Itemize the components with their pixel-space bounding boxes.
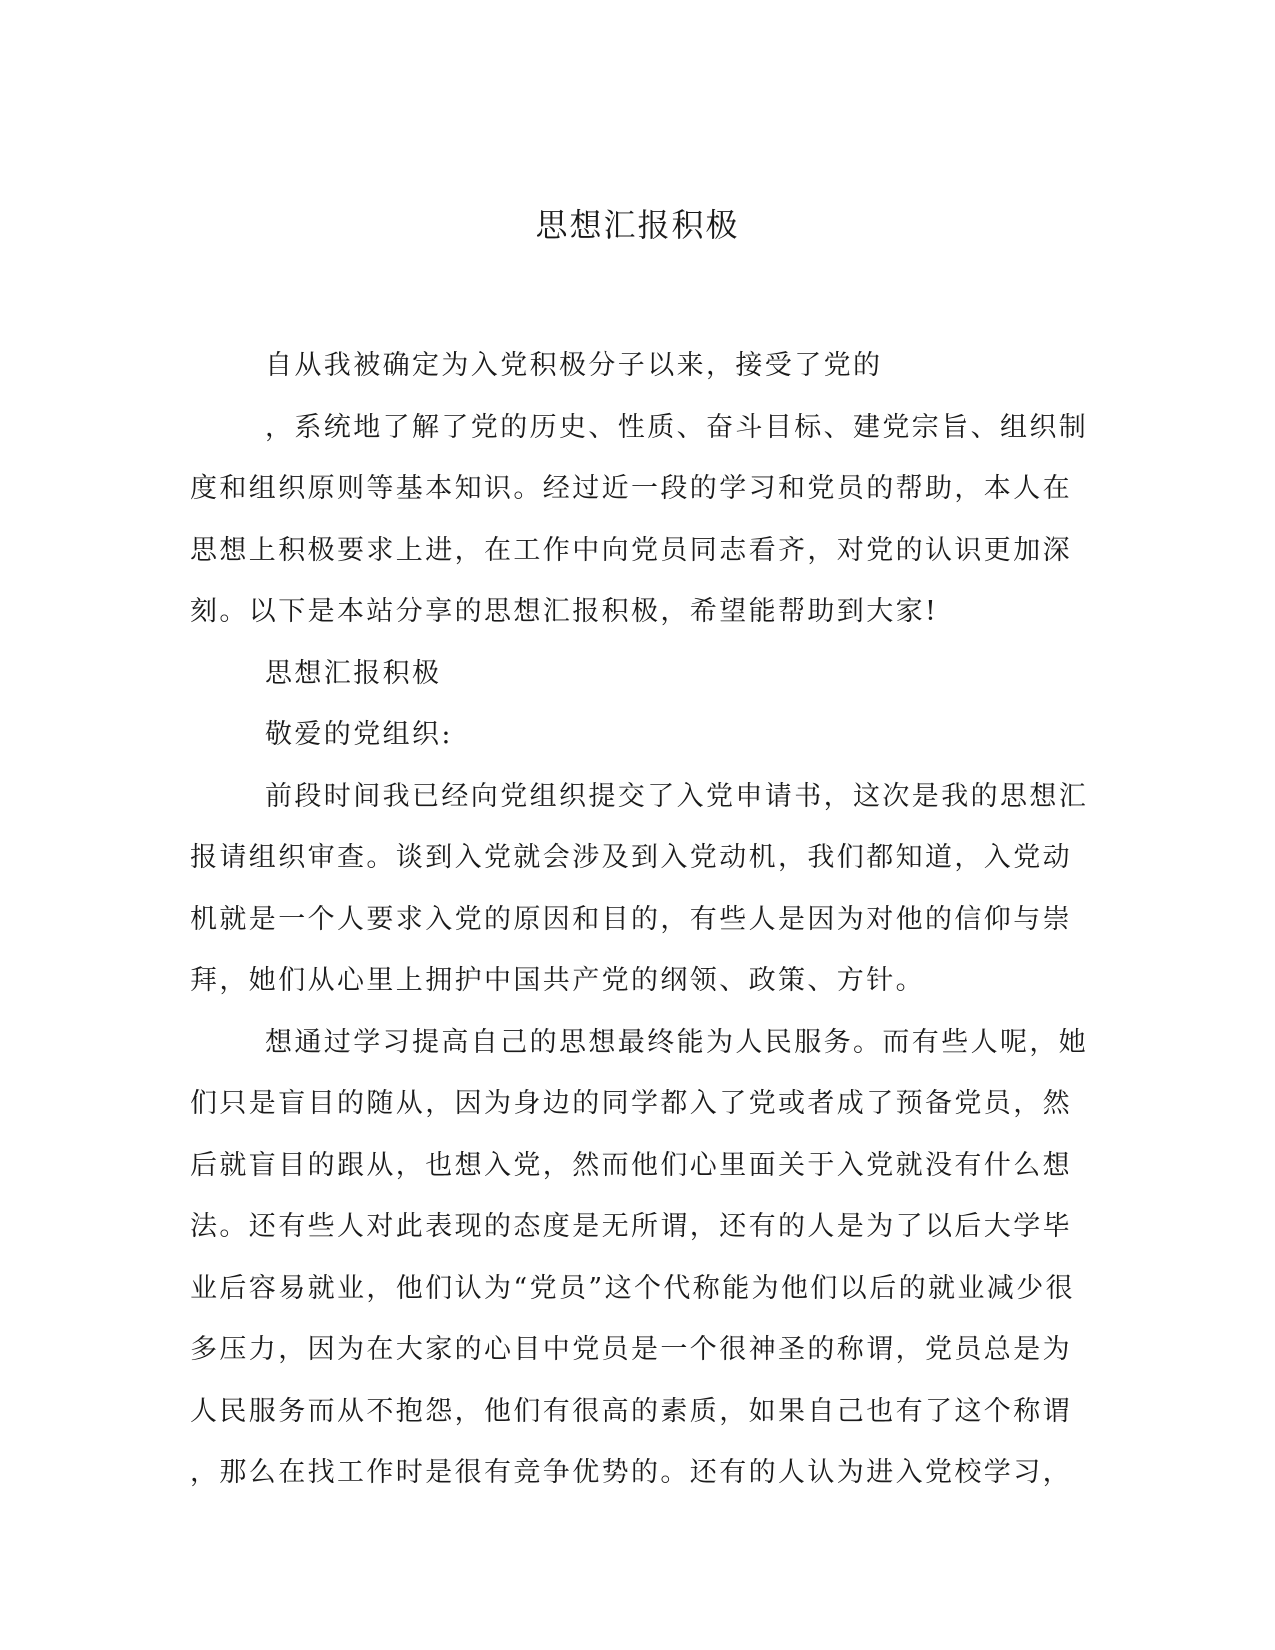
text-line: 自从我被确定为入党积极分子以来，接受了党的 <box>265 350 883 381</box>
paragraph-intro <box>190 335 1089 643</box>
text-line: ，系统地了解了党的历史、性质、奋斗目标、建党宗旨、组织制 <box>265 411 1089 443</box>
text-line: 拜，她们从心里上拥护中国共产党的纲领、政策、方针。 <box>190 965 925 996</box>
text-line: 后就盲目的跟从，也想入党，然而他们心里面关于入党就没有什么想 <box>190 1149 1072 1181</box>
document-title: 思想汇报积极 <box>535 206 740 244</box>
text-line: 多压力，因为在大家的心目中党员是一个很神圣的称谓，党员总是为 <box>190 1334 1072 1365</box>
text-line: 刻。以下是本站分享的思想汇报积极，希望能帮助到大家! <box>190 596 939 627</box>
text-line: 敬爱的党组织: <box>265 719 453 750</box>
text-line: ，那么在找工作时是很有竞争优势的。还有的人认为进入党校学习， <box>190 1457 1072 1488</box>
paragraph-body-2 <box>190 1012 1089 1504</box>
text-line: 思想上积极要求上进，在工作中向党员同志看齐，对党的认识更加深 <box>190 534 1072 566</box>
paragraph-salutation <box>190 704 1080 766</box>
text-line: 度和组织原则等基本知识。经过近一段的学习和党员的帮助，本人在 <box>190 473 1072 504</box>
text-line: 们只是盲目的随从，因为身边的同学都入了党或者成了预备党员，然 <box>190 1088 1072 1119</box>
paragraph-subtitle <box>190 643 1080 705</box>
text-line: 法。还有些人对此表现的态度是无所谓，还有的人是为了以后大学毕 <box>190 1211 1072 1242</box>
text-line: 机就是一个人要求入党的原因和目的，有些人是因为对他的信仰与崇 <box>190 903 1072 935</box>
text-line: 思想汇报积极 <box>265 657 442 689</box>
text-line: 想通过学习提高自己的思想最终能为人民服务。而有些人呢，她 <box>265 1026 1089 1058</box>
paragraph-body-1 <box>190 766 1089 1012</box>
text-line: 业后容易就业，他们认为“党员”这个代称能为他们以后的就业减少很 <box>190 1272 1076 1304</box>
text-line: 前段时间我已经向党组织提交了入党申请书，这次是我的思想汇 <box>265 780 1089 812</box>
text-line: 报请组织审查。谈到入党就会涉及到入党动机，我们都知道，入党动 <box>190 842 1072 873</box>
text-line: 人民服务而从不抱怨，他们有很高的素质，如果自己也有了这个称谓 <box>190 1395 1072 1427</box>
document-body <box>190 335 1089 1504</box>
